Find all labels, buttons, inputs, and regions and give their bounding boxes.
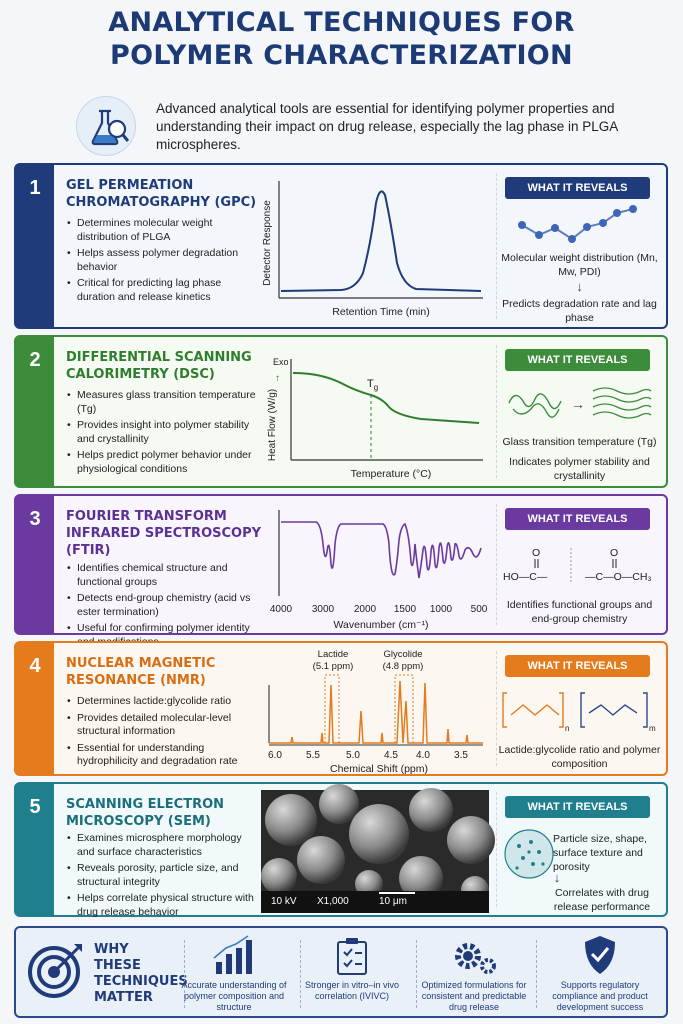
down-arrow-icon: ↓ xyxy=(576,279,583,294)
gpc-xlabel: Retention Time (min) xyxy=(332,306,430,318)
intro-text: Advanced analytical tools are essential for identifying polymer properties and understanding their impact on drug release, especially the lag phase in PLGA microspheres. xyxy=(156,101,618,152)
reveal-text-2: Indicates polymer stability and crystallinity xyxy=(509,456,650,482)
bullet: • Helps assess polymer degradation behavior xyxy=(66,247,256,274)
reveal-panel xyxy=(496,173,661,324)
benefit-item xyxy=(176,934,292,1016)
scale-label: 10 μm xyxy=(379,896,407,907)
nmr-tick: 3.5 xyxy=(454,750,468,761)
subscript-m: m xyxy=(649,724,656,733)
bullet-list xyxy=(66,389,256,479)
gpc-ylabel: Detector Response xyxy=(262,200,273,286)
functional-groups-structure xyxy=(499,544,661,590)
bullet: • Identifies chemical structure and functional groups xyxy=(66,562,256,589)
carbonyl-o: O xyxy=(610,547,619,559)
down-arrow-icon: ↓ xyxy=(553,870,561,885)
up-arrow-icon: ↑ xyxy=(275,373,280,384)
title-line-2: POLYMER CHARACTERIZATION xyxy=(110,40,573,71)
divider xyxy=(536,940,537,1008)
bullet: • Detects end-group chemistry (acid vs ester termination) xyxy=(66,592,256,619)
bullet: • Reveals porosity, particle size, and structural integrity xyxy=(66,862,256,889)
target-arrow-icon xyxy=(26,940,86,1000)
plga-repeat-unit-structure xyxy=(501,685,659,735)
card-sem xyxy=(14,782,668,917)
benefit-text: Stronger in vitro–in vivo correlation (IVIVC) xyxy=(304,980,400,1001)
heading-line-2: RESONANCE (NMR) xyxy=(66,673,206,688)
sem-micrograph xyxy=(261,790,489,913)
heading-line-2: INFRARED SPECTROSCOPY xyxy=(66,526,262,541)
bullet-list xyxy=(66,562,256,652)
scale-bar xyxy=(379,892,415,894)
acid-end-group: HO—C— xyxy=(503,571,548,583)
card-number: 1 xyxy=(29,177,41,199)
lactide-ppm: (5.1 ppm) xyxy=(312,661,354,672)
nmr-tick: 6.0 xyxy=(268,750,282,761)
card-ftir xyxy=(14,494,668,635)
lactide-label: Lactide xyxy=(317,649,349,660)
ester-end-group: —C—O—CH₃ xyxy=(585,571,652,583)
benefit-item xyxy=(294,934,410,1016)
dsc-ylabel: Heat Flow (W/g) xyxy=(267,388,278,462)
heading-line-1: SCANNING ELECTRON xyxy=(66,797,225,812)
dsc-thermogram xyxy=(261,345,486,488)
gpc-chromatogram xyxy=(261,173,486,328)
amorphous-to-crystalline-icon xyxy=(505,379,655,429)
reveal-text-2: Correlates with drug release performance xyxy=(553,887,651,913)
nmr-tick: 4.0 xyxy=(416,750,430,761)
card-nmr xyxy=(14,641,668,776)
what-it-reveals-badge: WHAT IT REVEALS xyxy=(505,177,650,199)
subscript-n: n xyxy=(565,724,570,733)
ftir-xlabel: Wavenumber (cm⁻¹) xyxy=(333,619,429,631)
ftir-tick: 3000 xyxy=(311,604,335,615)
reveal-text-2: Predicts degradation rate and lag phase xyxy=(502,298,657,324)
heading-line-1: GEL PERMEATION xyxy=(66,178,194,193)
benefit-text: Optimized formulations for consistent and predictable drug release xyxy=(421,980,527,1012)
number-column xyxy=(16,643,54,774)
bullet-list xyxy=(66,217,256,307)
heading-line-1: DIFFERENTIAL SCANNING xyxy=(66,350,252,365)
card-number: 3 xyxy=(29,508,41,530)
page-title xyxy=(0,6,683,72)
bullet: • Determines molecular weight distribution of PLGA xyxy=(66,217,256,244)
heading-line-1: NUCLEAR MAGNETIC xyxy=(66,656,216,671)
what-it-reveals-badge: WHAT IT REVEALS xyxy=(505,508,650,530)
bar-chart-growth-icon xyxy=(212,936,256,976)
bullet: • Examines microsphere morphology and surface characteristics xyxy=(66,832,256,859)
what-it-reveals-badge: WHAT IT REVEALS xyxy=(505,655,650,677)
card-heading xyxy=(66,796,266,830)
ftir-tick: 2000 xyxy=(353,604,377,615)
ftir-spectrum xyxy=(261,504,486,639)
nmr-tick: 5.5 xyxy=(306,750,320,761)
benefit-item xyxy=(542,934,658,1016)
exo-label: Exo xyxy=(273,357,289,367)
bullet-list xyxy=(66,695,256,772)
number-column xyxy=(16,165,54,327)
ftir-tick: 1500 xyxy=(393,604,417,615)
bullet: • Critical for predicting lag phase duration and release kinetics xyxy=(66,277,256,304)
bullet: • Helps correlate physical structure with drug release behavior xyxy=(66,892,256,919)
bullet: • Useful for confirming polymer identity xyxy=(66,622,256,649)
bullet: • Essential for understanding hydrophilicity and degradation rate xyxy=(66,742,256,769)
flask-magnifier-icon xyxy=(76,96,136,156)
reveal-text-1: Glass transition temperature (Tg) xyxy=(502,436,657,448)
bullet: • Provides insight into polymer stability and crystallinity xyxy=(66,419,256,446)
ftir-tick: 1000 xyxy=(429,604,453,615)
card-heading xyxy=(66,655,266,689)
benefit-text: Accurate understanding of polymer composition and structure xyxy=(181,980,287,1012)
benefit-text: Supports regulatory compliance and product development success xyxy=(552,980,648,1012)
reveal-text-1: Particle size, shape, surface texture and porosity xyxy=(553,833,647,873)
shield-check-icon xyxy=(582,934,618,976)
gears-icon xyxy=(452,936,498,976)
intro xyxy=(76,90,666,156)
heading-line-1: FOURIER TRANSFORM xyxy=(66,509,227,524)
tg-label: $T_g$ xyxy=(367,378,379,392)
bullet: • Determines lactide:glycolide ratio xyxy=(66,695,256,709)
accelerating-voltage: 10 kV xyxy=(271,896,297,907)
carbonyl-o: O xyxy=(532,547,541,559)
card-number: 4 xyxy=(29,655,41,677)
dsc-xlabel: Temperature (°C) xyxy=(350,468,432,480)
card-dsc xyxy=(14,335,668,488)
reveal-text-1: Molecular weight distribution (Mn, Mw, PDI) xyxy=(501,252,658,278)
why-techniques-matter-panel xyxy=(14,926,668,1018)
why-heading: WHY THESE TECHNIQUES MATTER xyxy=(94,942,188,1005)
reveal-text-1: Lactide:glycolide ratio and polymer composition xyxy=(498,744,661,770)
glycolide-label: Glycolide xyxy=(383,649,423,660)
glycolide-ppm: (4.8 ppm) xyxy=(382,661,424,672)
reveal-panel xyxy=(496,792,661,913)
bullet: • Measures glass transition temperature (Tg) xyxy=(66,389,256,416)
nmr-spectrum xyxy=(261,645,486,780)
bullet: • Provides detailed molecular-level structural information xyxy=(66,712,256,739)
reveal-text-1: Identifies functional groups and end-group chemistry xyxy=(506,599,653,625)
nmr-xlabel: Chemical Shift (ppm) xyxy=(329,763,429,775)
number-column xyxy=(16,496,54,633)
heading-line-2: CALORIMETRY (DSC) xyxy=(66,367,215,382)
nmr-tick: 5.0 xyxy=(346,750,360,761)
ftir-tick: 4000 xyxy=(269,604,293,615)
number-column xyxy=(16,337,54,486)
card-heading xyxy=(66,177,266,211)
sem-info-bar xyxy=(261,891,489,913)
heading-line-2: MICROSCOPY (SEM) xyxy=(66,814,211,829)
card-number: 2 xyxy=(29,349,41,371)
number-column xyxy=(16,784,54,915)
reveal-panel xyxy=(496,651,661,770)
reveal-panel xyxy=(496,504,661,625)
bullet: • Helps predict polymer behavior under physiological conditions xyxy=(66,449,256,476)
heading-line-2: CHROMATOGRAPHY (GPC) xyxy=(66,195,257,210)
bullet-list xyxy=(66,832,256,922)
ftir-tick: 500 xyxy=(470,604,488,615)
what-it-reveals-badge: WHAT IT REVEALS xyxy=(505,796,650,818)
card-heading xyxy=(66,508,266,559)
card-gpc xyxy=(14,163,668,329)
card-heading xyxy=(66,349,266,383)
heading-line-3: (FTIR) xyxy=(66,543,111,558)
magnification: X1,000 xyxy=(317,896,349,907)
reveal-panel xyxy=(496,345,661,482)
title-line-1: ANALYTICAL TECHNIQUES FOR xyxy=(108,7,575,38)
nmr-tick: 4.5 xyxy=(384,750,398,761)
what-it-reveals-badge: WHAT IT REVEALS xyxy=(505,349,650,371)
svg-text:→: → xyxy=(571,396,585,412)
benefit-item xyxy=(416,934,532,1016)
card-number: 5 xyxy=(29,796,41,818)
clipboard-check-icon xyxy=(334,936,370,976)
polymer-chain-icon xyxy=(517,203,647,253)
